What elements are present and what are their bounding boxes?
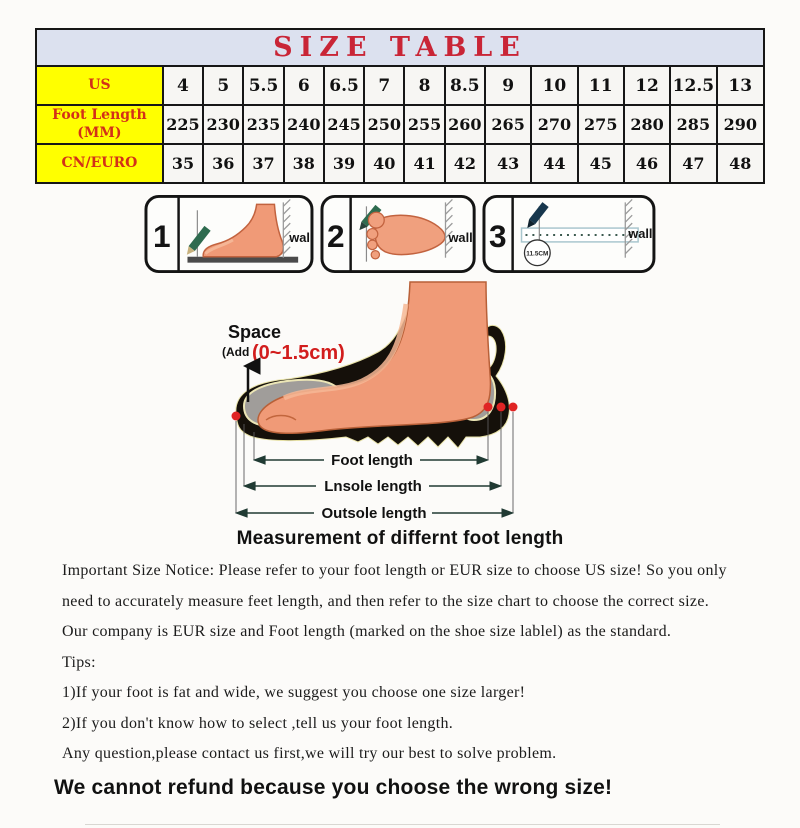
size-notice [62,562,764,763]
cn-size-cell: 35 [163,144,203,183]
foot-length-cell: 270 [531,105,577,144]
step-number: 3 [489,217,507,254]
us-size-cell: 5 [203,66,243,105]
foot-length-label-line1: Foot Length [52,107,147,123]
cn-size-cell: 46 [624,144,670,183]
foot-length-cell: 235 [243,105,283,144]
space-add-label: (Add [221,345,249,359]
cn-size-cell: 40 [364,144,404,183]
table-row-foot-length [36,105,764,144]
foot-length-cell: 260 [445,105,485,144]
row-label-cn-euro: CN/EURO [36,144,163,183]
size-table-title: SIZE TABLE [36,29,764,66]
notice-line: need to accurately measure feet length, and then refer to the size chart to choose the correct size. [62,592,710,610]
us-size-cell: 11 [578,66,624,105]
cn-size-cell: 38 [284,144,324,183]
table-row-cn-euro [36,144,764,183]
us-size-cell: 10 [531,66,577,105]
step-1-illustration [144,194,314,274]
foot-length-cell: 280 [624,105,670,144]
notice-line: 1)If your foot is fat and wide, we suggest you choose one size larger! [62,684,526,701]
notice-line: Tips: [62,653,96,671]
space-label: Space [227,322,281,342]
us-size-cell: 4 [163,66,203,105]
foot-diagram-svg [148,274,653,521]
row-label-us: US [36,66,163,105]
cn-size-cell: 43 [485,144,531,183]
us-size-cell: 12 [624,66,670,105]
step-2-illustration [320,194,476,274]
cn-size-cell: 44 [531,144,577,183]
us-size-cell: 8.5 [445,66,485,105]
insole-length-arrow-label: Lnsole length [323,478,422,495]
us-size-cell: 13 [717,66,764,105]
refund-warning: We cannot refund because you choose the wrong size! [54,775,613,799]
cn-size-cell: 42 [445,144,485,183]
size-guide-page [0,28,800,828]
cn-size-cell: 48 [717,144,764,183]
notice-line: 2)If you don't know how to select ,tell us your foot length. [62,714,454,732]
foot-length-label-line2: (MM) [77,124,122,141]
step-3-illustration [482,194,656,274]
cn-size-cell: 36 [203,144,243,183]
us-size-cell: 12.5 [670,66,716,105]
row-label-foot-length [36,105,163,144]
foot-length-cell: 265 [485,105,531,144]
measurement-heading: Measurement of differnt foot length [236,528,564,549]
notice-line: Our company is EUR size and Foot length (marked on the shoe size lablel) as the standard. [62,623,672,640]
wall-label: wall [448,229,473,245]
foot-length-cell: 275 [578,105,624,144]
foot-length-cell: 245 [324,105,364,144]
step-number: 2 [326,217,345,254]
us-size-cell: 6.5 [324,66,364,105]
size-table [35,28,765,184]
foot-length-cell: 290 [717,105,764,144]
measure-steps [144,194,656,274]
space-value-label: (0~1.5cm) [251,342,345,364]
foot-length-cell: 255 [404,105,444,144]
wall-label: wall [628,225,653,241]
step-number: 1 [152,217,171,254]
notice-line: Any question,please contact us first,we will try our best to solve problem. [62,745,557,762]
foot-length-cell: 250 [364,105,404,144]
table-title-row [36,29,764,66]
floor-bar [187,257,298,263]
foot-length-cell: 230 [203,105,243,144]
table-row-us [36,66,764,105]
us-size-cell: 5.5 [243,66,283,105]
us-size-cell: 7 [364,66,404,105]
foot-length-cell: 225 [163,105,203,144]
ruler-measure-label: 11.5CM [526,250,549,258]
cn-size-cell: 41 [404,144,444,183]
outsole-length-arrow-label: Outsole length [321,505,426,521]
wall-label: wall [289,229,314,245]
foot-length-cell: 240 [284,105,324,144]
cn-size-cell: 37 [243,144,283,183]
foot-length-arrow-label: Foot length [330,452,413,469]
bottom-divider [85,824,720,825]
us-size-cell: 9 [485,66,531,105]
foot-length-cell: 285 [670,105,716,144]
foot-length-diagram [148,274,653,526]
cn-size-cell: 39 [324,144,364,183]
us-size-cell: 8 [404,66,444,105]
cn-size-cell: 45 [578,144,624,183]
cn-size-cell: 47 [670,144,716,183]
us-size-cell: 6 [284,66,324,105]
notice-line: Important Size Notice: Please refer to your foot length or EUR size to choose US size! So you only [62,562,727,579]
